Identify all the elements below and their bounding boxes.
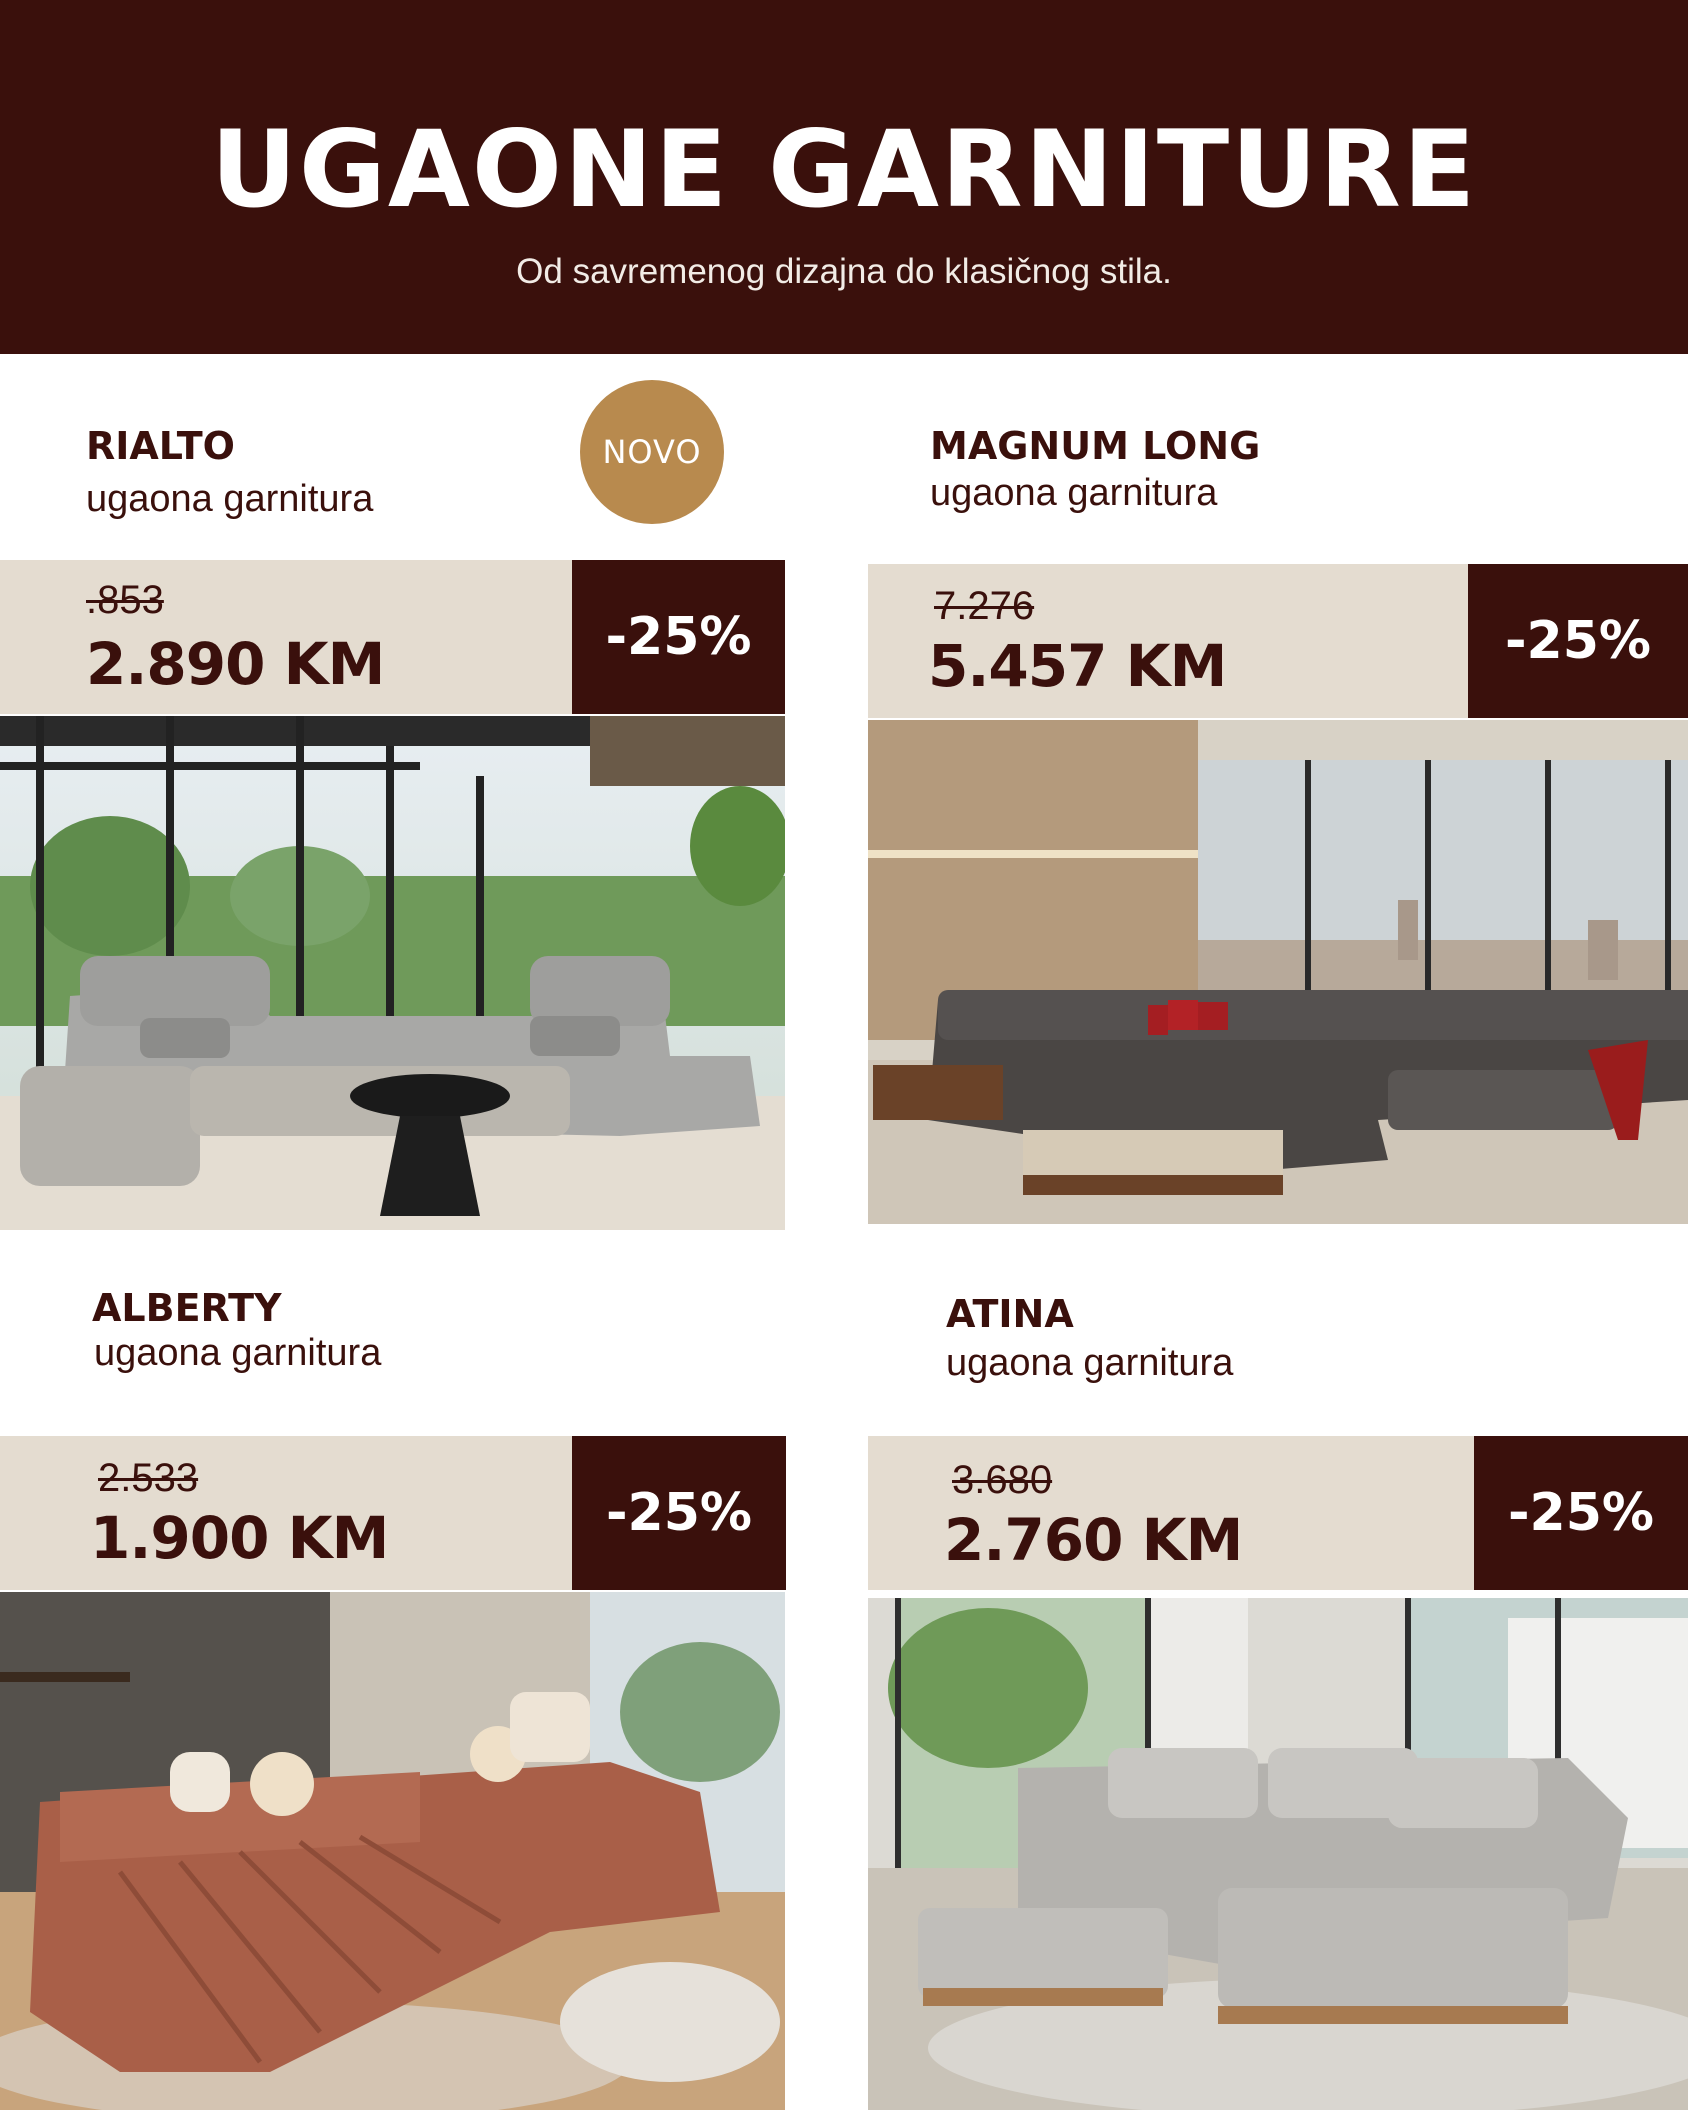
product-name: ATINA (946, 1292, 1074, 1336)
discount-badge: -25% (572, 560, 785, 714)
current-price: 2.760 KM (944, 1506, 1243, 1574)
product-type: ugaona garnitura (94, 1332, 382, 1374)
old-price: 3.680 (952, 1458, 1053, 1502)
product-type: ugaona garnitura (946, 1342, 1234, 1384)
product-type: ugaona garnitura (930, 472, 1218, 514)
discount-badge: -25% (572, 1436, 786, 1590)
page-title: UGAONE GARNITURE (210, 108, 1478, 231)
discount-badge: -25% (1474, 1436, 1688, 1590)
header-banner (0, 0, 1688, 354)
product-name: RIALTO (86, 424, 235, 468)
current-price: 5.457 KM (928, 632, 1227, 700)
old-price: 2.533 (98, 1456, 199, 1500)
new-badge: NOVO (580, 380, 724, 524)
current-price: 1.900 KM (90, 1504, 389, 1572)
current-price: 2.890 KM (86, 630, 385, 698)
product-image[interactable] (0, 1592, 785, 2110)
product-image[interactable] (868, 720, 1688, 1224)
product-image[interactable] (868, 1598, 1688, 2110)
page-subtitle: Od savremenog dizajna do klasičnog stila. (516, 252, 1172, 291)
product-name: MAGNUM LONG (930, 424, 1261, 468)
old-price: 7.276 (934, 584, 1035, 628)
discount-badge: -25% (1468, 564, 1688, 718)
product-name: ALBERTY (92, 1286, 282, 1330)
product-image[interactable] (0, 716, 785, 1230)
product-type: ugaona garnitura (86, 478, 374, 520)
old-price: .853 (86, 578, 164, 622)
